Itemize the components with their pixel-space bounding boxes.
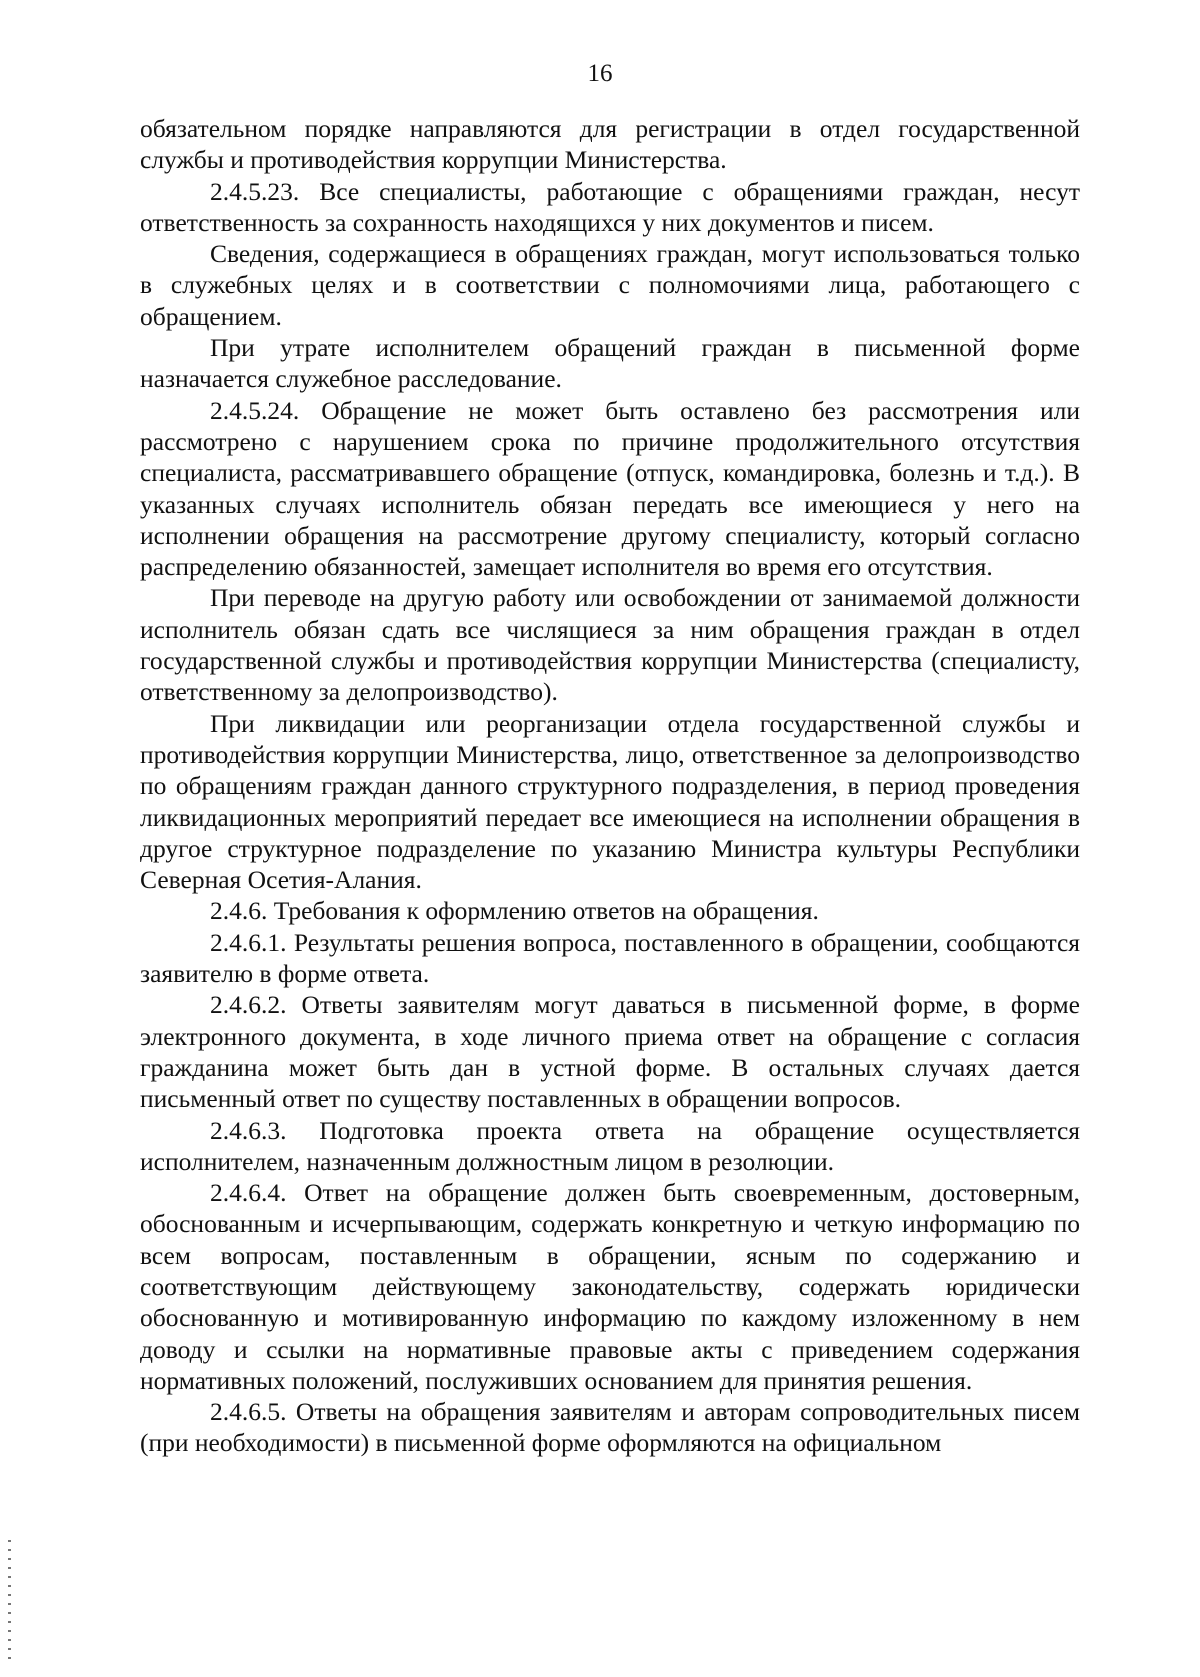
paragraph: При переводе на другую работу или освобождении от занимаемой должности исполнитель обязан сдать все числящиеся за ним обращения граждан в отдел государственной службы и противодействия коррупции Министерства (специалисту, ответственному за делопроизводство). [140,583,1080,707]
paragraph: 2.4.5.23. Все специалисты, работающие с обращениями граждан, несут ответственность за сохранность находящихся у них документов и писем. [140,176,1080,237]
paragraph: 2.4.6. Требования к оформлению ответов на обращения. [210,896,819,926]
page-number: 16 [587,60,613,87]
document-body [140,113,1080,1459]
paragraph: Сведения, содержащиеся в обращениях граждан, могут использоваться только в служебных целях и в соответствии с полномочиями лица, работающего с обращением. [140,239,1080,331]
scan-margin-marks [8,1540,11,1660]
paragraph: 2.4.6.1. Результаты решения вопроса, поставленного в обращении, сообщаются заявителю в форме ответа. [140,927,1080,989]
paragraph: обязательном порядке направляются для регистрации в отдел государственной службы и противодействия коррупции Министерства. [140,114,1080,175]
paragraph: 2.4.6.5. Ответы на обращения заявителям и авторам сопроводительных писем (при необходимости) в письменной форме оформляются на официальном [140,1397,1080,1458]
paragraph: При утрате исполнителем обращений граждан в письменной форме назначается служебное расследование. [140,333,1080,394]
paragraph: 2.4.6.4. Ответ на обращение должен быть своевременным, достоверным, обоснованным и исчерпывающим, содержать конкретную и четкую информацию по всем вопросам, поставленным в обращении, ясным по содержанию и соответствующим действующему законодательству, содержать юридически обоснованную и мотивированную информацию по каждому изложенному в нем доводу и ссылки на нормативные правовые акты с приведением содержания нормативных положений, послуживших основанием для принятия решения. [140,1178,1080,1395]
paragraph: 2.4.6.3. Подготовка проекта ответа на обращение осуществляется исполнителем, назначенным должностным лицом в резолюции. [140,1115,1080,1176]
paragraph: 2.4.6.2. Ответы заявителям могут даваться в письменной форме, в форме электронного документа, в ходе личного приема ответ на обращение с согласия гражданина может быть дан в устной форме. В остальных случаях дается письменный ответ по существу поставленных в обращении вопросов. [140,990,1080,1114]
paragraph: 2.4.5.24. Обращение не может быть оставлено без рассмотрения или рассмотрено с нарушением срока по причине продолжительного отсутствия специалиста, рассматривавшего обращение (отпуск, командировка, болезнь и т.д.). В указанных случаях исполнитель обязан передать все имеющиеся у него на исполнении обращения на рассмотрение другому специалисту, который согласно распределению обязанностей, замещает исполнителя во время его отсутствия. [140,395,1080,582]
paragraph: При ликвидации или реорганизации отдела государственной службы и противодействия коррупции Министерства, лицо, ответственное за делопроизводство по обращениям граждан данного структурного подразделения, в период проведения ликвидационных мероприятий передает все имеющиеся на исполнении обращения в другое структурное подразделение по указанию Министра культуры Республики Северная Осетия-Алания. [140,708,1080,895]
